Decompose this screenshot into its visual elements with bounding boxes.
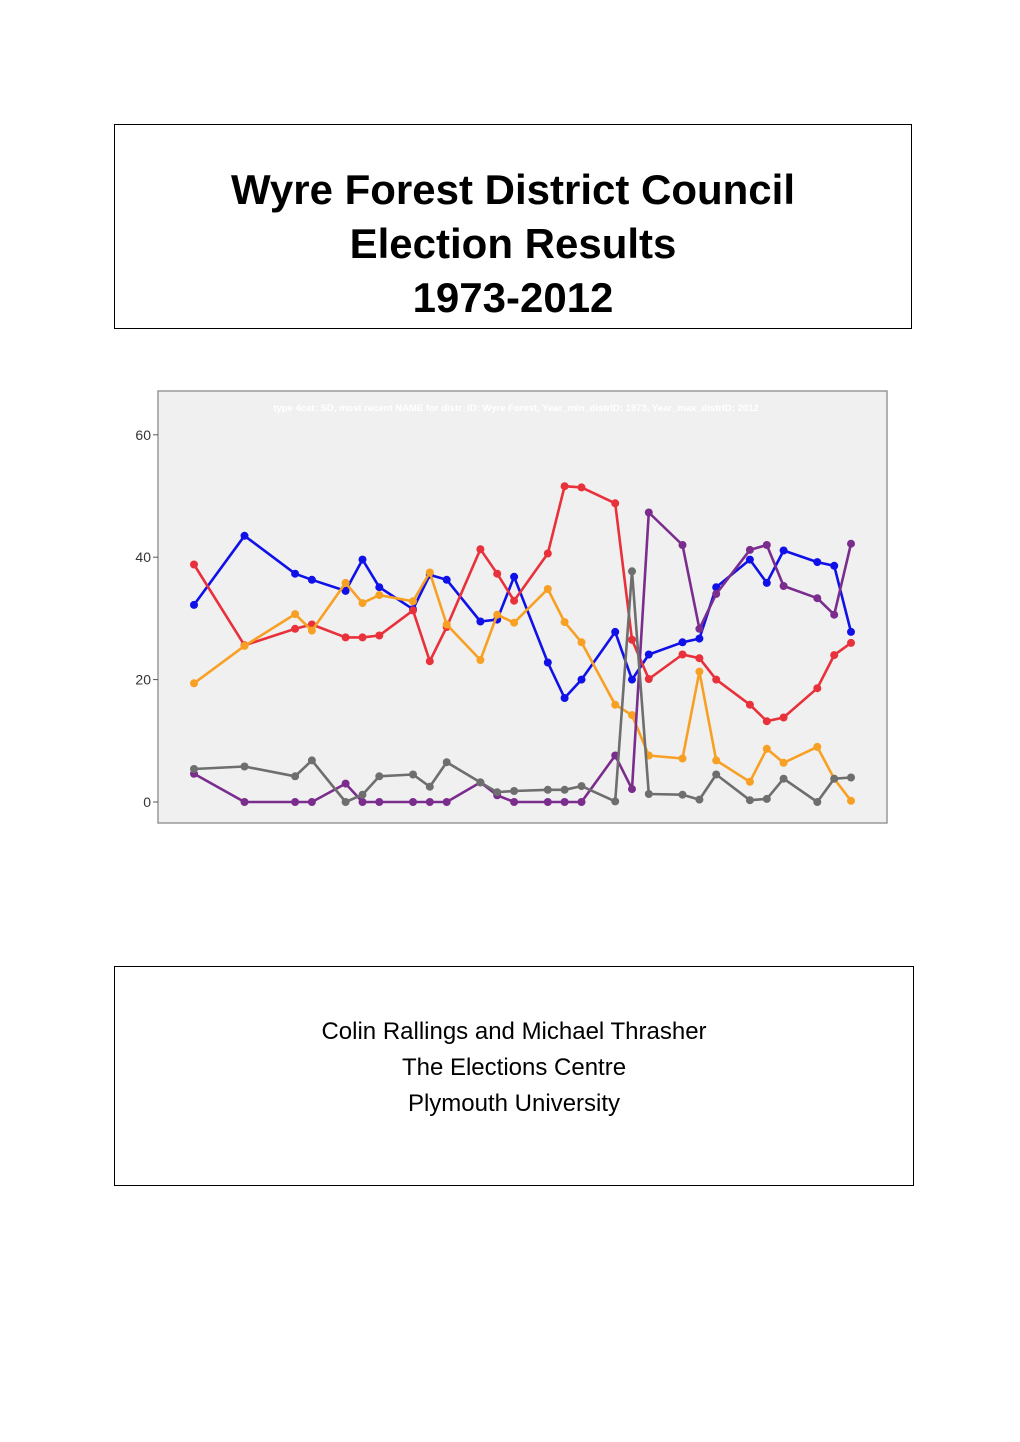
data-point	[510, 798, 518, 806]
y-tick-label: 20	[135, 671, 151, 688]
data-point	[443, 758, 451, 766]
data-point	[847, 540, 855, 548]
data-point	[241, 642, 249, 650]
data-point	[291, 772, 299, 780]
data-point	[409, 798, 417, 806]
data-point	[679, 541, 687, 549]
document-title-line-2: Election Results	[349, 220, 677, 267]
data-point	[342, 633, 350, 641]
institution-centre: The Elections Centre	[401, 1054, 627, 1081]
data-point	[241, 798, 249, 806]
institution-university: Plymouth University	[407, 1090, 621, 1117]
data-point	[578, 798, 586, 806]
data-point	[712, 676, 720, 684]
data-point	[493, 788, 501, 796]
data-point	[342, 798, 350, 806]
data-point	[695, 654, 703, 662]
data-point	[359, 633, 367, 641]
data-point	[611, 797, 619, 805]
data-point	[291, 570, 299, 578]
data-point	[780, 582, 788, 590]
data-point	[443, 621, 451, 629]
data-point	[544, 550, 552, 558]
data-point	[375, 798, 383, 806]
data-point	[308, 627, 316, 635]
data-point	[561, 786, 569, 794]
data-point	[291, 798, 299, 806]
data-point	[291, 610, 299, 618]
title-box	[114, 124, 912, 329]
data-point	[712, 756, 720, 764]
data-point	[493, 611, 501, 619]
y-tick-label: 60	[135, 426, 151, 443]
data-point	[476, 656, 484, 664]
data-point	[679, 638, 687, 646]
data-point	[241, 763, 249, 771]
data-point	[628, 567, 636, 575]
y-axis	[135, 427, 158, 810]
title-block	[115, 163, 911, 325]
data-point	[645, 509, 653, 517]
data-point	[628, 711, 636, 719]
data-point	[763, 745, 771, 753]
data-point	[695, 625, 703, 633]
data-point	[409, 771, 417, 779]
data-point	[190, 601, 198, 609]
data-point	[645, 651, 653, 659]
data-point	[746, 546, 754, 554]
data-point	[544, 585, 552, 593]
data-point	[813, 743, 821, 751]
data-point	[695, 635, 703, 643]
data-point	[510, 787, 518, 795]
data-point	[375, 632, 383, 640]
data-point	[375, 583, 383, 591]
data-point	[510, 619, 518, 627]
data-point	[712, 771, 720, 779]
data-point	[611, 628, 619, 636]
data-point	[746, 556, 754, 564]
data-point	[375, 591, 383, 599]
data-point	[342, 780, 350, 788]
data-point	[695, 668, 703, 676]
authors-block	[115, 1014, 913, 1122]
data-point	[561, 618, 569, 626]
data-point	[308, 576, 316, 584]
data-point	[578, 782, 586, 790]
data-point	[190, 561, 198, 569]
data-point	[544, 786, 552, 794]
data-point	[493, 570, 501, 578]
data-point	[830, 775, 838, 783]
data-point	[409, 597, 417, 605]
data-point	[190, 679, 198, 687]
author-names: Colin Rallings and Michael Thrasher	[321, 1018, 707, 1045]
document-title-line-1: Wyre Forest District Council	[230, 166, 795, 213]
y-tick-label: 40	[135, 549, 151, 566]
data-point	[813, 798, 821, 806]
data-point	[746, 778, 754, 786]
data-point	[241, 532, 249, 540]
data-point	[679, 791, 687, 799]
data-point	[746, 796, 754, 804]
data-point	[763, 579, 771, 587]
data-point	[813, 558, 821, 566]
data-point	[476, 778, 484, 786]
data-point	[763, 541, 771, 549]
data-point	[510, 573, 518, 581]
data-point	[780, 547, 788, 555]
chart-title: type 4cat: SD, most recent NAME for distr_ID: Wyre Forest, Year_min_distrID: 1973, Year_max_distrID: 2012	[273, 403, 759, 414]
data-point	[359, 599, 367, 607]
data-point	[695, 796, 703, 804]
data-point	[359, 798, 367, 806]
data-point	[510, 597, 518, 605]
data-point	[476, 618, 484, 626]
data-point	[578, 676, 586, 684]
data-point	[578, 483, 586, 491]
data-point	[746, 701, 754, 709]
election-results-chart	[118, 385, 893, 830]
data-point	[763, 795, 771, 803]
data-point	[561, 798, 569, 806]
data-point	[679, 651, 687, 659]
data-point	[426, 569, 434, 577]
data-point	[645, 675, 653, 683]
data-point	[611, 701, 619, 709]
data-point	[830, 562, 838, 570]
y-tick-label: 0	[143, 794, 151, 810]
document-title-years: 1973-2012	[412, 274, 614, 321]
data-point	[359, 791, 367, 799]
data-point	[763, 717, 771, 725]
data-point	[830, 611, 838, 619]
data-point	[190, 765, 198, 773]
data-point	[426, 798, 434, 806]
data-point	[443, 798, 451, 806]
data-point	[308, 756, 316, 764]
data-point	[443, 576, 451, 584]
data-point	[308, 798, 316, 806]
data-point	[476, 545, 484, 553]
data-point	[628, 676, 636, 684]
data-point	[578, 638, 586, 646]
data-point	[847, 628, 855, 636]
data-point	[426, 657, 434, 665]
data-point	[628, 636, 636, 644]
data-point	[830, 651, 838, 659]
data-point	[813, 684, 821, 692]
data-point	[645, 790, 653, 798]
data-point	[375, 772, 383, 780]
data-point	[426, 783, 434, 791]
data-point	[409, 606, 417, 614]
data-point	[544, 659, 552, 667]
data-point	[561, 482, 569, 490]
data-point	[628, 785, 636, 793]
data-point	[561, 694, 569, 702]
data-point	[359, 556, 367, 564]
data-point	[847, 797, 855, 805]
data-point	[813, 594, 821, 602]
data-point	[780, 759, 788, 767]
data-point	[342, 579, 350, 587]
chart-svg	[118, 385, 893, 830]
data-point	[712, 590, 720, 598]
data-point	[780, 775, 788, 783]
data-point	[847, 774, 855, 782]
data-point	[611, 499, 619, 507]
data-point	[847, 639, 855, 647]
data-point	[780, 714, 788, 722]
authors-box	[114, 966, 914, 1186]
data-point	[291, 625, 299, 633]
data-point	[679, 755, 687, 763]
data-point	[544, 798, 552, 806]
